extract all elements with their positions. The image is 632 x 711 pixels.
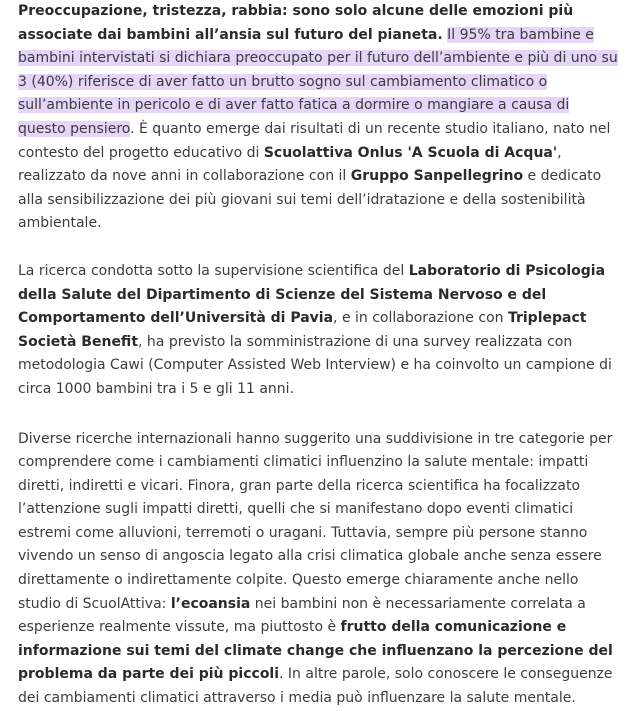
- bold-laboratorio: Laboratorio di Psicologia della Salute del Dipartimento di Scienze del Sistema Nervoso e del Comportamento dell’Università di Pavia: [18, 262, 606, 327]
- paragraph-intro: [18, 0, 618, 236]
- text-run: , realizzato da nove anni in collaborazione con il: [18, 144, 562, 185]
- text-run: e dedicato alla sensibilizzazione dei più giovani sui temi dell’idratazione e della sostenibilità ambientale.: [18, 168, 602, 232]
- text-run: Diverse ricerche internazionali hanno suggerito una suddivisione in tre categorie per comprendere come i cambiamenti climatici influenzino la salute mentale: impatti diretti, indiretti e vicari. Finora, gran parte della ricerca scientifica ha focalizzato l’attenzione sugli impatti diretti, quelli che si manifestano dopo eventi climatici estremi come alluvioni, terremoti o uragani. Tuttavia, sempre più persone stanno vivendo un senso di angoscia legato alla crisi climatica globale anche senza essere direttamente o indirettamente colpite. Questo emerge chiaramente anche nello studio di ScuolAttiva:: [18, 430, 613, 612]
- text-run: . È quanto emerge dai risultati di un recente studio italiano, nato nel contesto del progetto educativo di: [18, 120, 611, 161]
- lead-sentence: Preoccupazione, tristezza, rabbia: sono solo alcune delle emozioni più associate dai bambini all’ansia sul futuro del pianeta.: [18, 3, 574, 43]
- text-run: . In altre parole, solo conoscere le conseguenze dei cambiamenti climatici attraverso i media può influenzare la salute mentale.: [18, 666, 613, 707]
- text-run: , e in collaborazione con: [333, 310, 508, 327]
- text-run: , ha previsto la somministrazione di una survey realizzata con metodologia Cawi (Computer Assisted Web Interview) e ha coinvolto un campione di circa 1000 bambini tra i 5 e gli 11 anni.: [18, 333, 612, 397]
- article-body: [18, 0, 618, 711]
- bold-ecoansia: l’ecoansia: [170, 595, 251, 612]
- paragraph-ecoanxiety: [18, 428, 618, 711]
- highlighted-text[interactable]: Il 95% tra bambine e bambini intervistati si dichiara preoccupato per il futuro dell’ambiente e più di uno su 3 (40%) riferisce di aver fatto un brutto sogno sul cambiamento climatico o sull’ambiente in pericolo e di aver fatto fatica a dormire o mangiare a causa di questo pensiero: [18, 26, 618, 137]
- text-run: nei bambini non è necessariamente correlata a esperienze realmente vissute, ma piuttosto è: [18, 595, 586, 636]
- bold-frutto: frutto della comunicazione e informazione sui temi del climate change che influenzano la percezione del problema da parte dei più piccoli: [18, 619, 613, 683]
- bold-sanpellegrino: Gruppo Sanpellegrino: [350, 168, 524, 185]
- bold-scuolattiva: Scuolattiva Onlus 'A Scuola di Acqua': [263, 144, 558, 161]
- bold-triplepact: Triplepact Società Benefit: [18, 310, 587, 350]
- text-run: La ricerca condotta sotto la supervisione scientifica del: [18, 262, 409, 279]
- paragraph-research: [18, 260, 618, 402]
